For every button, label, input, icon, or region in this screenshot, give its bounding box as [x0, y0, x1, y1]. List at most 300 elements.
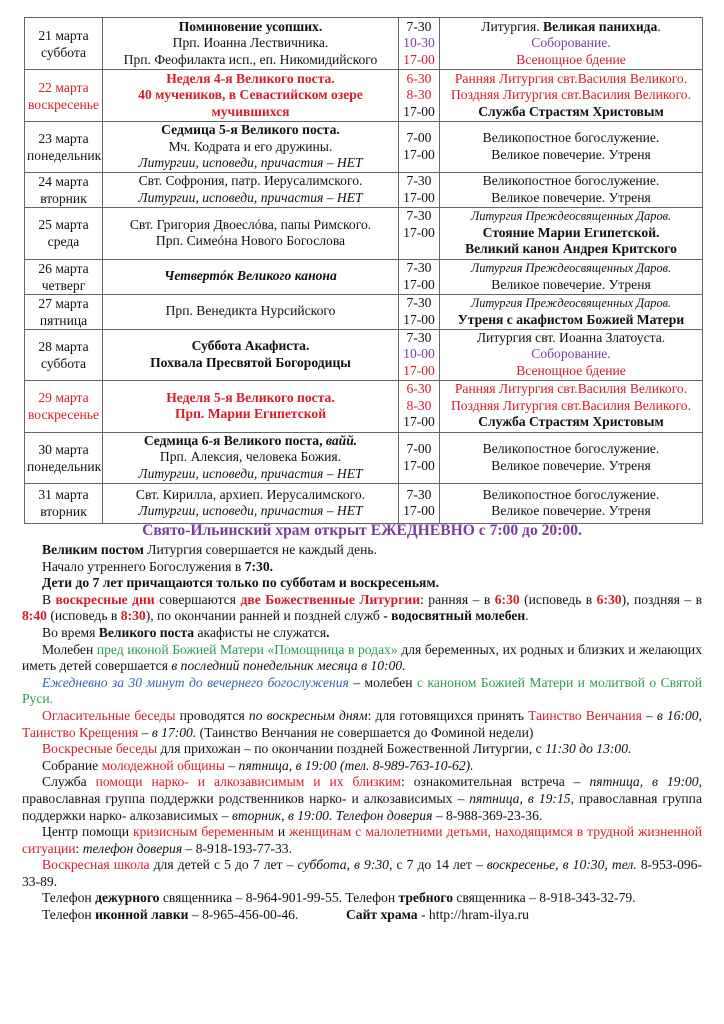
service-line: [442, 190, 700, 207]
service-text: .: [657, 18, 661, 34]
service-text: Литургия свт. Иоанна Златоуста.: [476, 329, 666, 345]
service-time: 17-00: [403, 51, 435, 67]
notes-text: ,: [698, 707, 702, 723]
service-time: [401, 241, 437, 258]
feast-line: [105, 139, 396, 156]
feast-text-suffix: вайй.: [325, 432, 358, 448]
notes-text: – молебен: [348, 674, 417, 690]
notes-paragraph: [22, 708, 702, 741]
notes-text: (Таинство Венчания не совершается до Фоминой недели): [196, 724, 534, 740]
feast-cell: [103, 483, 399, 523]
feast-text: Неделя 5-я Великого поста.: [166, 389, 335, 405]
notes-paragraph: [22, 758, 702, 775]
service-time: 17-00: [403, 503, 435, 518]
feast-text: Седмица 5-я Великого поста.: [161, 122, 340, 137]
notes-text: Служба: [42, 774, 96, 790]
service-text: Соборование.: [531, 35, 611, 51]
schedule-row: [25, 18, 703, 70]
service-cell: [440, 207, 703, 259]
service-text: Литургия Преждеосвященных Даров.: [470, 209, 672, 224]
schedule-body: [25, 18, 703, 524]
service-text: Всенощное бдение: [516, 362, 626, 378]
notes-text: (исповедь в: [46, 608, 121, 624]
notes-text: совершаются: [154, 591, 241, 607]
date: 21 марта: [38, 27, 89, 43]
service-text: Великая панихида: [543, 18, 658, 34]
feast-text: Свт. Григория Двоeслóва, папы Римского.: [129, 216, 372, 232]
notes-text: Литургия совершается не каждый день.: [143, 542, 377, 557]
service-line: [442, 277, 700, 294]
service-line: [442, 173, 700, 190]
service-line: [442, 312, 700, 329]
notes-paragraph: [22, 542, 702, 559]
service-cell: [440, 483, 703, 523]
service-text: Служба Страстям Христовым: [478, 414, 664, 430]
notes-text: воскресные дни: [55, 591, 155, 607]
feast-cell: [103, 207, 399, 259]
notes-text: пятница, в 19:00 (тел. 8-989-763-10-62).: [238, 757, 474, 773]
date-cell: [25, 122, 103, 173]
feast-text: Прп. Марии Египетской: [174, 406, 327, 421]
feast-line: [105, 35, 396, 52]
notes-text: для прихожан – по окончании поздней Божественной Литургии, с: [157, 741, 546, 757]
notes-text: –: [641, 707, 657, 723]
service-text: Поздняя Литургия свт.Василия Великого.: [450, 87, 692, 103]
notes-text: проводятся: [175, 707, 249, 723]
service-line: [442, 414, 700, 431]
notes-paragraph: [22, 675, 702, 708]
feast-text: Литургии, исповеди, причастия – НЕТ: [138, 465, 363, 481]
notes-text: Дети до 7 лет причащаются только по субботам и воскресеньям.: [42, 575, 440, 591]
feast-text: Прп. Венедикта Нурсийского: [165, 303, 336, 319]
date: 31 марта: [38, 487, 89, 502]
notes-text: - водосвятный молебен: [383, 608, 526, 624]
weekday: пятница: [39, 312, 88, 328]
service-time: 7-30: [406, 295, 432, 310]
service-cell: [440, 122, 703, 173]
notes-paragraph: [22, 642, 702, 675]
service-text: Великопостное богослужение.: [482, 173, 660, 188]
feast-text: Свт. Софрония, патр. Иерусалимского.: [138, 173, 363, 188]
feast-line: [105, 390, 396, 407]
date-cell: [25, 329, 103, 380]
date-cell: [25, 483, 103, 523]
feast-text: Прп. Симеóна Нового Богослова: [155, 233, 346, 248]
notes-text: 8-953-096-33-89.: [22, 857, 702, 889]
feast-cell: [103, 380, 399, 432]
notes-text: –: [138, 724, 152, 740]
service-time: 17-00: [403, 224, 435, 240]
service-time: 17-00: [403, 362, 435, 378]
notes-paragraph: [22, 857, 702, 890]
notes-text: в 16:00: [656, 707, 699, 723]
notes-paragraph: [22, 592, 702, 625]
notes-text: .: [525, 608, 529, 624]
notes-text: пред иконой Божией Матери «Помощница в родах»: [96, 641, 398, 657]
service-time: 17-00: [403, 414, 435, 430]
notes-paragraph: [22, 559, 702, 576]
service-line: [442, 346, 700, 363]
notes-text: , православная группа поддержки нарко- алкозависимых –: [22, 790, 702, 823]
feast-text: Поминовение усопших.: [178, 18, 323, 34]
notes-text: Таинство Венчания: [528, 707, 642, 723]
notes-paragraph: [22, 575, 702, 592]
service-time: 8-30: [406, 87, 432, 103]
notes-text: молодежной общины: [101, 757, 225, 773]
service-text: Великое повечерие. Утреня: [491, 503, 651, 518]
weekday: понедельник: [27, 147, 102, 163]
date: 26 марта: [38, 260, 89, 276]
service-text: Великопостное богослужение.: [482, 441, 660, 456]
service-cell: [440, 18, 703, 70]
service-text: Всенощное бдение: [516, 51, 626, 67]
service-time: 17-00: [403, 103, 435, 119]
service-line: [442, 295, 700, 312]
feast-text: 40 мучеников, в Севастийском озере: [138, 87, 363, 103]
service-time: 6-30: [406, 381, 432, 397]
feast-line: [105, 406, 396, 423]
feast-line: [105, 87, 396, 104]
church-hours-title: Свято-Ильинский храм открыт ЕЖЕДНЕВНО с 7:00 до 20:00.: [142, 522, 582, 539]
service-line: [442, 441, 700, 458]
feast-text: Литургии, исповеди, причастия – НЕТ: [138, 503, 363, 518]
feast-line: [105, 19, 396, 36]
notes-text: вторник, в 19:00. Телефон доверия: [231, 807, 433, 823]
notes-text: .: [326, 624, 330, 640]
service-line: [442, 147, 700, 164]
notes-paragraph: [22, 741, 702, 758]
service-time: 7-30: [406, 173, 432, 188]
service-line: [442, 363, 700, 380]
notes-text: - http://hram-ilya.ru: [417, 907, 529, 923]
notes-text: – 8-918-193-77-33.: [182, 840, 293, 856]
date-cell: [25, 432, 103, 483]
notes-text: 8:40: [22, 608, 47, 624]
feast-text: Прп. Алексия, человека Божия.: [159, 449, 342, 465]
date-cell: [25, 207, 103, 259]
weekday: воскресенье: [27, 407, 99, 422]
notes-text: 6:30: [494, 591, 520, 607]
service-cell: [440, 432, 703, 483]
feast-cell: [103, 122, 399, 173]
notes-text: Начало утреннего Богослужения в: [42, 558, 245, 574]
notes-text: Огласительные беседы: [42, 707, 176, 723]
notes-text: акафисты не служатся: [194, 624, 327, 640]
service-text: Утреня с акафистом Божией Матери: [457, 311, 685, 327]
notes-text: 6:30: [596, 591, 622, 607]
schedule-row: [25, 122, 703, 173]
time-cell: [399, 70, 440, 122]
date: 27 марта: [38, 295, 89, 311]
schedule-row: [25, 70, 703, 122]
service-time: 7-00: [406, 130, 432, 146]
time-cell: [399, 294, 440, 329]
service-text: Поздняя Литургия свт.Василия Великого.: [450, 397, 692, 413]
notes-text: требного: [398, 890, 454, 906]
notes-text: Молебен: [42, 641, 97, 657]
service-line: [442, 381, 700, 398]
service-line: [442, 104, 700, 121]
notes-text: Таинство Крещения: [22, 724, 139, 740]
service-line: [442, 330, 700, 347]
notes-text: телефон доверия: [82, 840, 183, 856]
feast-line: [105, 303, 396, 320]
notes-text: Во время: [42, 624, 99, 640]
service-line: [442, 398, 700, 415]
feast-text: Четвертóк Великого канона: [164, 268, 337, 284]
service-text: Великопостное богослужение.: [482, 486, 660, 502]
date: 25 марта: [38, 217, 89, 232]
feast-text: Похвала Пресвятой Богородицы: [150, 354, 351, 370]
service-text: Соборование.: [531, 346, 611, 362]
service-text: Великое повечерие. Утреня: [491, 457, 651, 473]
feast-cell: [103, 259, 399, 294]
service-line: [442, 260, 700, 277]
feast-line: [105, 355, 396, 372]
notes-text: 8:30: [120, 608, 146, 624]
weekday: вторник: [40, 190, 87, 206]
service-time: 7-30: [406, 329, 432, 345]
service-text: Великое повечерие. Утреня: [491, 276, 651, 292]
notes-text: Воскресная школа: [42, 857, 150, 873]
date: 29 марта: [38, 390, 89, 405]
time-cell: [399, 172, 440, 207]
service-time: 17-00: [403, 311, 435, 327]
feast-line: [105, 52, 396, 69]
feast-text: Неделя 4-я Великого поста.: [166, 70, 335, 86]
notes-text: : для готовящихся принять: [367, 707, 529, 723]
service-time: 17-00: [403, 189, 435, 205]
schedule-row: [25, 294, 703, 329]
feast-text: Литургии, исповеди, причастия – НЕТ: [138, 155, 363, 170]
notes-text: Телефон: [42, 907, 96, 923]
service-time: 17-00: [403, 276, 435, 292]
feast-line: [105, 338, 396, 355]
notes-text: : ознакомительная встреча –: [401, 774, 590, 790]
notes-text: кризисным беременным: [132, 824, 274, 840]
date-cell: [25, 380, 103, 432]
service-line: [442, 208, 700, 225]
feast-text: Литургии, исповеди, причастия – НЕТ: [138, 189, 363, 205]
time-cell: [399, 380, 440, 432]
service-cell: [440, 294, 703, 329]
schedule-row: [25, 172, 703, 207]
notes-text: 7:30.: [244, 558, 274, 574]
service-time: 10-00: [403, 346, 435, 362]
service-cell: [440, 259, 703, 294]
date: 24 марта: [38, 173, 89, 189]
service-cell: [440, 329, 703, 380]
service-time: 7-30: [406, 18, 432, 34]
service-time: 10-30: [403, 35, 435, 51]
feast-cell: [103, 18, 399, 70]
notes-text: для детей с 5 до 7 лет –: [149, 857, 298, 873]
weekday: четверг: [41, 277, 86, 293]
feast-cell: [103, 294, 399, 329]
feast-line: [105, 122, 396, 139]
feast-line: [105, 487, 396, 504]
notes-text: с каноном Божией Матери и молитвой о Святой Руси.: [22, 674, 702, 707]
feast-text: Суббота Акафиста.: [191, 338, 310, 353]
service-line: [442, 71, 700, 88]
notes-text: Воскресные беседы: [42, 741, 158, 757]
notes-text: ), поздняя – в: [621, 591, 702, 607]
notes-section: [22, 521, 702, 924]
notes-text: православная группа поддержки родственников нарко- и алкозависимых –: [22, 790, 470, 806]
notes-text: по воскресным дням: [248, 707, 368, 723]
weekday: среда: [47, 234, 80, 249]
feast-text: Прп. Иоанна Лествичника.: [172, 35, 329, 51]
notes-paragraph: [22, 774, 702, 824]
notes-text: Великого поста: [98, 624, 195, 640]
service-cell: [440, 70, 703, 122]
notes-text: Ежедневно за 30 минут до вечернего богослужения: [42, 674, 349, 690]
feast-cell: [103, 172, 399, 207]
notes-text: воскресенье, в 10:30, тел.: [486, 857, 637, 873]
service-text: Великий канон Андрея Критского: [465, 241, 677, 257]
service-line: [442, 35, 700, 52]
time-cell: [399, 432, 440, 483]
notes-paragraphs: [22, 542, 702, 924]
feast-line: [105, 503, 396, 520]
service-text: Стояние Марии Египетской.: [482, 224, 660, 240]
feast-line: [105, 104, 396, 121]
notes-text: ), по окончании ранней и поздней служб: [145, 608, 384, 624]
feast-text: Прп. Феофилакта исп., еп. Никомидийского: [123, 51, 378, 67]
date-cell: [25, 294, 103, 329]
notes-text: :: [75, 840, 83, 856]
service-text: Литургия Преждеосвященных Даров.: [470, 296, 672, 310]
date-cell: [25, 18, 103, 70]
notes-text: и: [273, 824, 290, 840]
weekday: понедельник: [27, 458, 102, 474]
feast-text: Свт. Кирилла, архиеп. Иерусалимского.: [135, 486, 366, 502]
notes-text: иконной лавки: [95, 907, 189, 923]
service-text: Служба Страстям Христовым: [478, 103, 664, 119]
date-cell: [25, 259, 103, 294]
notes-text: Центр помощи: [42, 824, 133, 840]
service-time: 7-30: [406, 260, 432, 275]
service-text: Ранняя Литургия свт.Василия Великого.: [454, 381, 688, 397]
notes-text: пятница, в 19:00,: [589, 774, 703, 790]
service-line: [442, 241, 700, 258]
notes-text: в последний понедельник месяца в 10:00.: [171, 658, 406, 674]
feast-line: [105, 217, 396, 234]
service-line: [442, 87, 700, 104]
notes-text: Телефон: [42, 890, 96, 906]
schedule-row: [25, 329, 703, 380]
time-cell: [399, 483, 440, 523]
date: 23 марта: [38, 130, 89, 146]
feast-line: [105, 233, 396, 250]
notes-text: Сайт храма: [345, 907, 418, 923]
service-text: Литургия Преждеосвященных Даров.: [470, 261, 672, 275]
feast-line: [105, 190, 396, 207]
service-text: Литургия.: [481, 18, 543, 34]
notes-text: 11:30 до 13:00.: [545, 741, 632, 757]
weekday: суббота: [40, 44, 87, 60]
notes-text: две Божественные Литургии: [240, 591, 421, 607]
service-time: 17-00: [403, 457, 435, 473]
service-text: Великопостное богослужение.: [482, 130, 660, 146]
feast-cell: [103, 432, 399, 483]
service-line: [442, 52, 700, 69]
notes-text: пятница, в 19:15: [469, 790, 571, 806]
notes-text: священника – 8-964-901-99-55. Телефон: [159, 890, 399, 906]
notes-text: Великим постом: [42, 542, 144, 557]
notes-text: суббота, в 9:30: [297, 857, 389, 873]
schedule-row: [25, 259, 703, 294]
service-cell: [440, 172, 703, 207]
weekday: вторник: [40, 504, 87, 519]
date: 30 марта: [38, 441, 89, 457]
notes-text: – 8-988-369-23-36.: [432, 807, 543, 823]
service-time: 7-30: [406, 486, 432, 502]
notes-text: женщинам с малолетними детьми, находящимся в трудной жизненной ситуации: [22, 824, 702, 856]
date-cell: [25, 172, 103, 207]
feast-line: [105, 449, 396, 466]
date: 28 марта: [38, 338, 89, 354]
notes-text: –: [224, 757, 239, 773]
service-line: [442, 130, 700, 147]
feast-text: мучившихся: [211, 103, 290, 119]
notes-paragraph: [22, 625, 702, 642]
service-line: [442, 458, 700, 475]
schedule-table: [24, 17, 703, 524]
service-line: [442, 503, 700, 520]
feast-text: Мч. Кодрата и его дружины.: [168, 138, 333, 154]
weekday: суббота: [40, 355, 87, 371]
notes-paragraph: [22, 890, 702, 907]
time-cell: [399, 207, 440, 259]
schedule-row: [25, 207, 703, 259]
notes-text: , с 7 до 14 лет –: [388, 857, 487, 873]
schedule-row: [25, 483, 703, 523]
service-time: 7-00: [406, 441, 432, 456]
feast-cell: [103, 70, 399, 122]
service-time: 6-30: [406, 70, 432, 86]
feast-line: [105, 433, 396, 450]
service-text: Ранняя Литургия свт.Василия Великого.: [454, 70, 688, 86]
feast-line: [105, 71, 396, 88]
notes-paragraph: [22, 907, 702, 924]
service-line: [442, 19, 700, 36]
feast-line: [105, 173, 396, 190]
feast-line: [105, 268, 396, 285]
notes-text: В: [42, 591, 56, 607]
notes-text: в 17:00.: [151, 724, 197, 740]
service-text: Великое повечерие. Утреня: [491, 146, 651, 162]
notes-text: – 8-965-456-00-46.: [188, 907, 346, 923]
feast-cell: [103, 329, 399, 380]
time-cell: [399, 259, 440, 294]
time-cell: [399, 122, 440, 173]
service-time: 7-30: [406, 208, 432, 224]
notes-text: Собрание: [42, 757, 102, 773]
service-line: [442, 487, 700, 504]
notes-text: (исповедь в: [519, 591, 597, 607]
schedule-row: [25, 432, 703, 483]
service-cell: [440, 380, 703, 432]
service-time: 17-00: [403, 146, 435, 162]
feast-line: [105, 155, 396, 172]
schedule-row: [25, 380, 703, 432]
service-text: Великое повечерие. Утреня: [491, 189, 651, 205]
service-time: 8-30: [406, 397, 432, 413]
service-line: [442, 225, 700, 242]
feast-line: [105, 466, 396, 483]
notes-text: : ранняя – в: [420, 591, 495, 607]
